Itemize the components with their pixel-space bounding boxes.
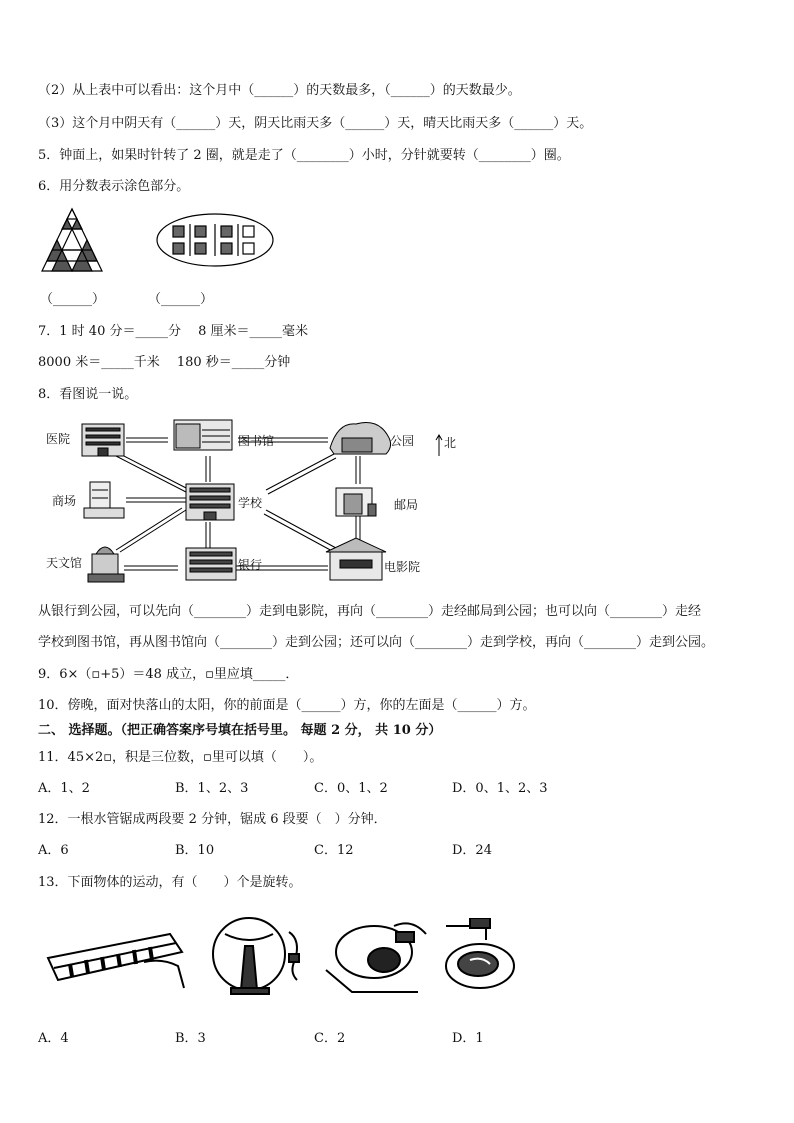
q4-sub2: （2）从上表中可以看出：这个月中（______）的天数最多，（______）的天数最少。 [38, 83, 521, 98]
library-building [174, 420, 232, 450]
q13-option-b: B．3 [175, 1031, 206, 1046]
place-school: 学校 [238, 496, 263, 510]
place-north: 北 [444, 436, 457, 450]
bank-building [186, 548, 236, 580]
abacus-picture [44, 918, 186, 994]
q13-option-c: C．2 [314, 1031, 346, 1046]
section2-heading: 二、 选择题。（把正确答案序号填在括号里。 每题 2 分， 共 10 分） [38, 723, 442, 738]
q11-text: 11．45×2▫，积是三位数，▫里可以填（ ）。 [38, 750, 323, 765]
q4-sub3: （3）这个月中阴天有（______）天，阴天比雨天多（______）天，晴天比雨天多（______）天。 [38, 116, 593, 131]
q11-option-d: D．0、1、2、3 [452, 781, 548, 796]
q6-blank1: （______） [40, 292, 106, 307]
q12-option-b: B．10 [175, 843, 215, 858]
q7-line1: 7．1 时 40 分＝_____分 8 厘米＝_____毫米 [38, 324, 309, 339]
q5-text: 5．钟面上，如果时针转了 2 圈，就是走了（________）小时，分针就要转（________）圈。 [38, 148, 570, 163]
q11-option-b: B．1、2、3 [175, 781, 249, 796]
place-bank: 银行 [238, 558, 263, 572]
q8-text: 8．看图说一说。 [38, 387, 138, 402]
north-arrow-icon [436, 435, 442, 456]
q12-option-a: A．6 [38, 843, 69, 858]
place-library: 图书馆 [238, 434, 275, 448]
q12-text: 12．一根水管锯成两段要 2 分钟，锯成 6 段要（ ）分钟． [38, 812, 387, 827]
q6-text: 6．用分数表示涂色部分。 [38, 179, 190, 194]
q13-option-d: D．1 [452, 1031, 484, 1046]
q7-line2: 8000 米＝_____千米 180 秒＝_____分钟 [38, 355, 291, 370]
school-building [186, 484, 234, 520]
triangle-figure [40, 207, 104, 275]
faucet-picture [440, 918, 520, 998]
q12-option-d: D．24 [452, 843, 492, 858]
q10-text: 10．傍晚，面对快落山的太阳，你的前面是（______）方，你的左面是（______）方。 [38, 698, 536, 713]
steering-wheel-picture [322, 912, 432, 998]
hospital-building [82, 424, 124, 456]
q8-para2: 学校到图书馆，再从图书馆向（________）走到公园；还可以向（________）走到学校，再向（________）走到公园。 [38, 635, 715, 650]
place-observatory: 天文馆 [46, 556, 83, 570]
q8-para1: 从银行到公园，可以先向（________）走到电影院，再向（________）走经邮局到公园；也可以向（________）走经 [38, 604, 702, 619]
observatory-building [88, 547, 124, 582]
globe-picture [205, 910, 315, 1000]
place-cinema: 电影院 [384, 560, 421, 574]
q9-text: 9．6×（▫+5）＝48 成立，▫里应填_____． [38, 667, 299, 682]
post-building [336, 488, 376, 516]
mall-building [84, 482, 124, 518]
q11-option-c: C．0、1、2 [314, 781, 388, 796]
place-hospital: 医院 [46, 432, 71, 446]
q13-option-a: A．4 [38, 1031, 69, 1046]
cinema-building [326, 538, 386, 580]
place-park: 公园 [390, 434, 415, 448]
q13-text: 13．下面物体的运动，有（ ）个是旋转。 [38, 875, 302, 890]
q11-option-a: A．1、2 [38, 781, 90, 796]
place-mall: 商场 [52, 494, 77, 508]
q12-option-c: C．12 [314, 843, 354, 858]
q6-blank2: （______） [148, 292, 214, 307]
squares-ellipse-figure [155, 212, 275, 268]
q8-map [38, 414, 468, 590]
place-post: 邮局 [394, 498, 419, 512]
park-building [330, 423, 391, 455]
